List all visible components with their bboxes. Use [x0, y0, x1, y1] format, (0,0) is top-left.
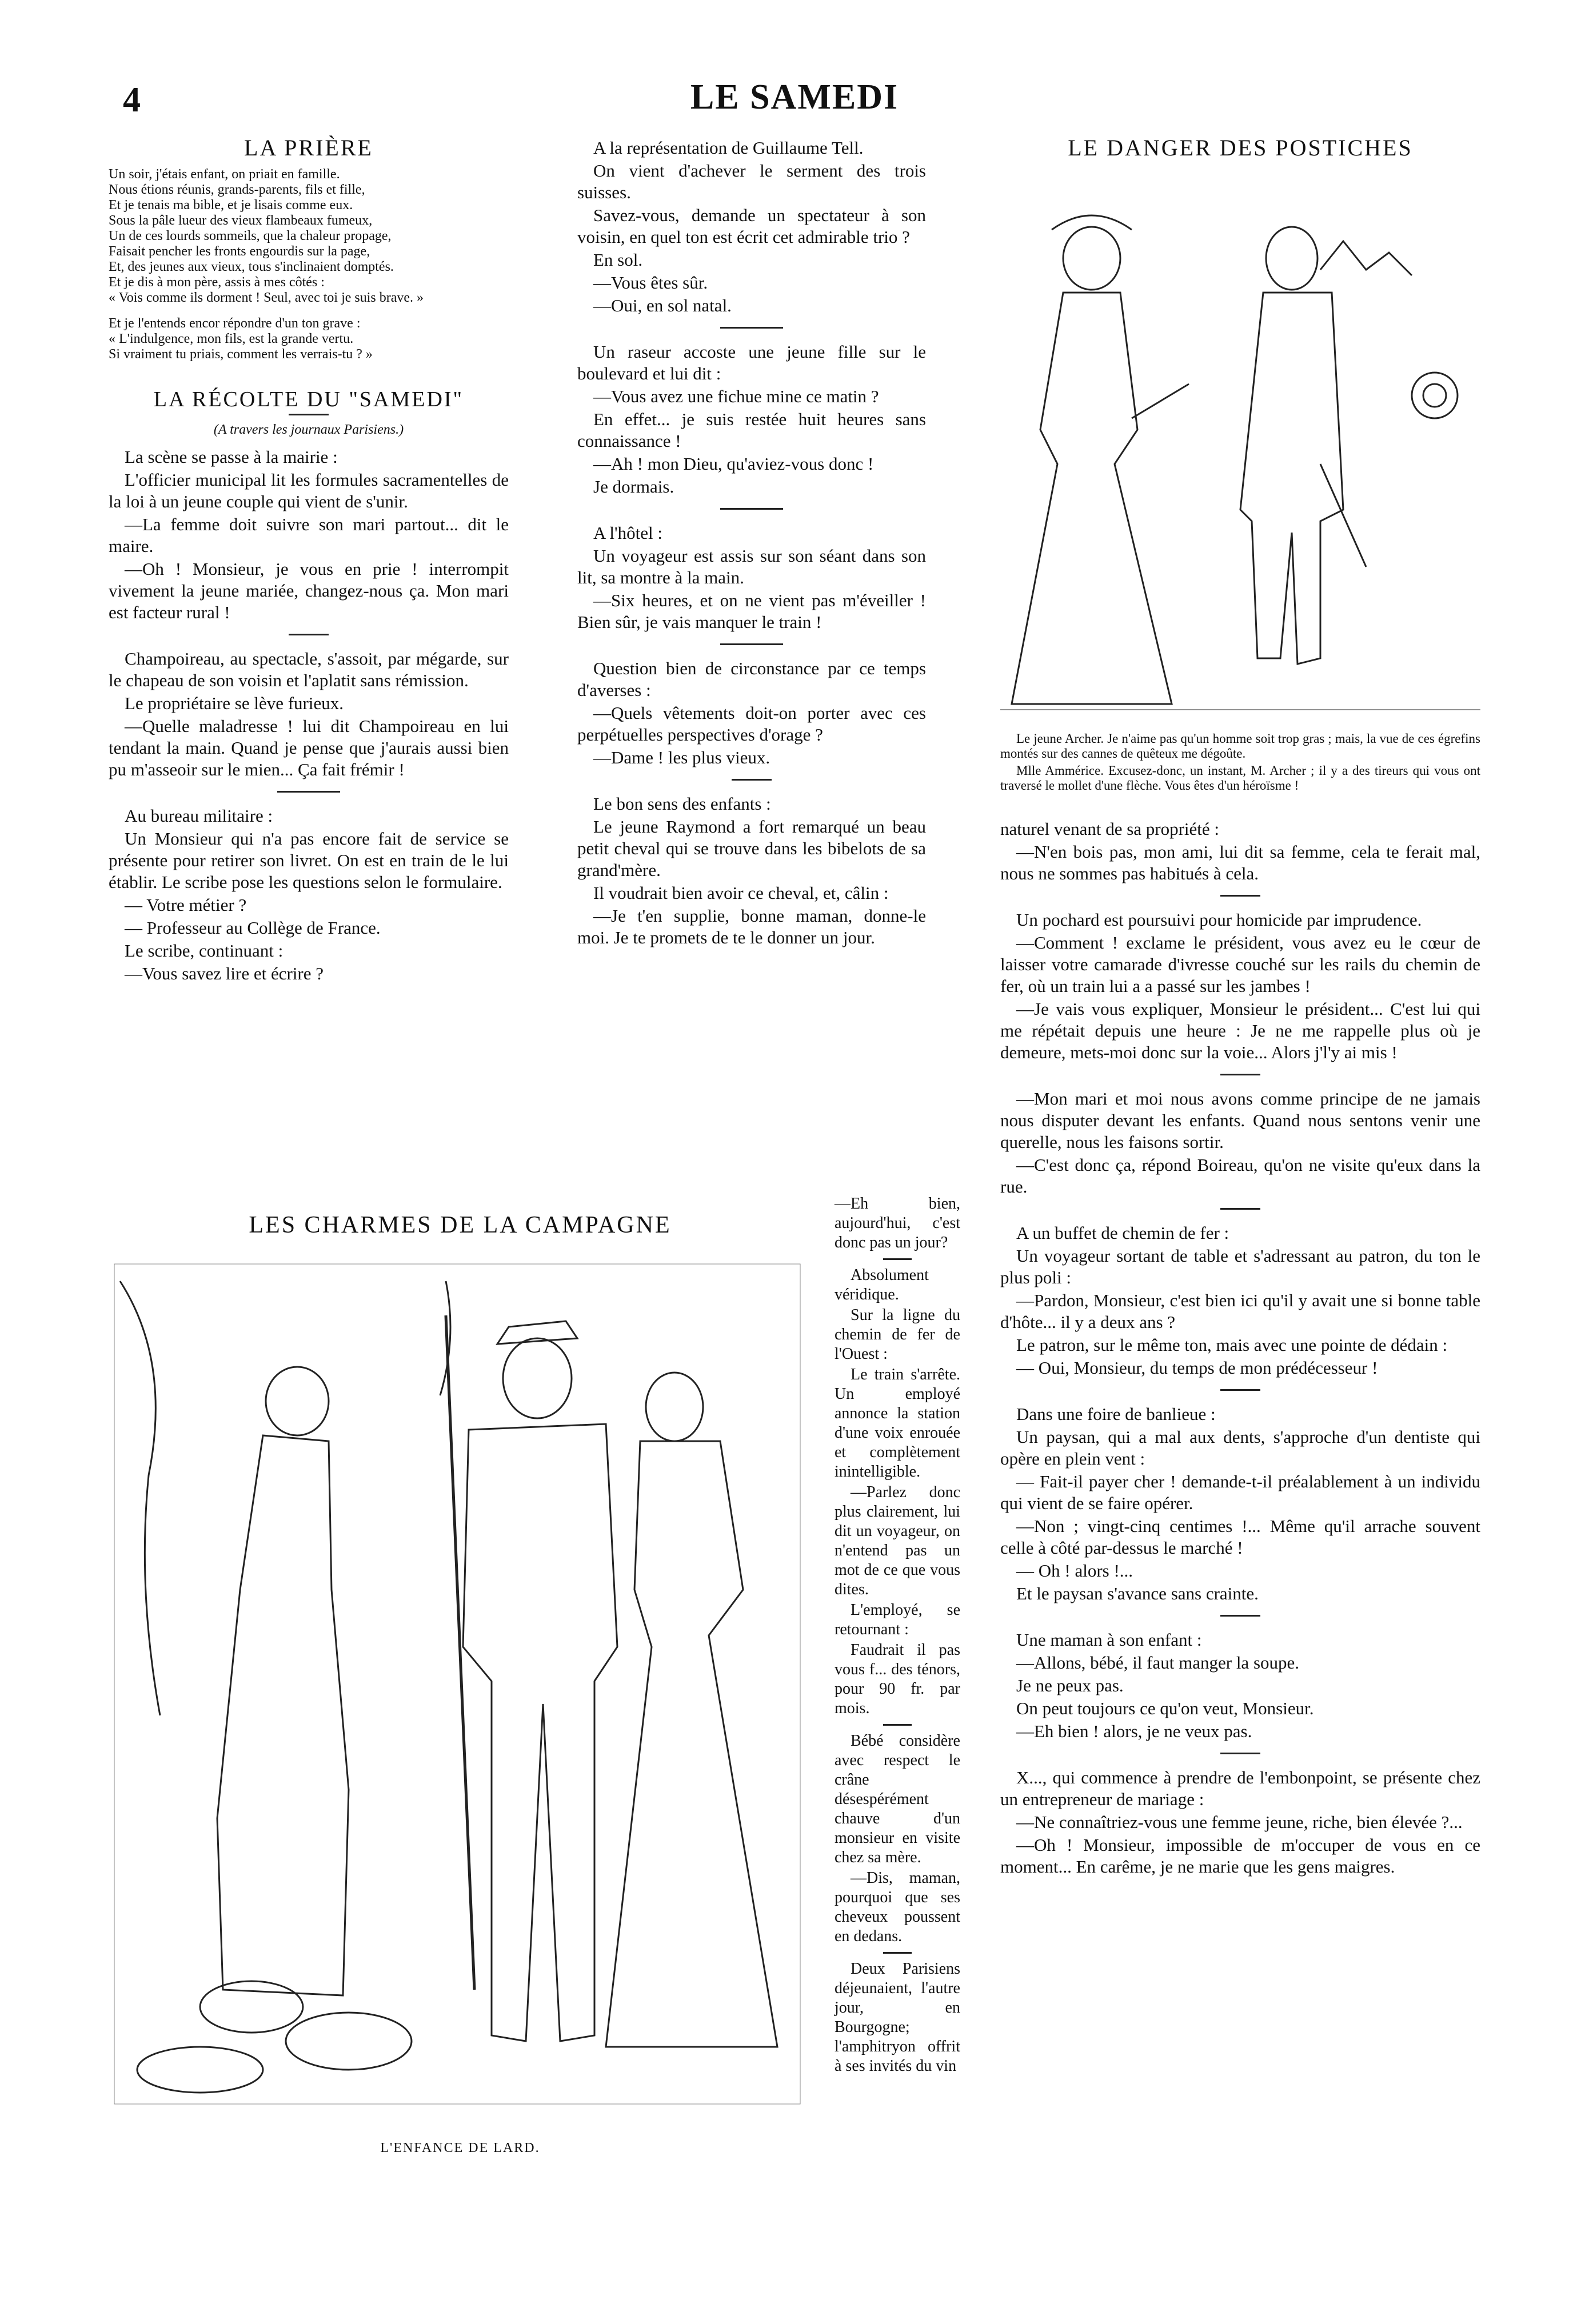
separator: [720, 327, 783, 329]
paragraph: L'officier municipal lit les formules sacramentelles de la loi à un jeune couple qui vient de s'unir.: [109, 470, 509, 511]
paragraph: L'employé, se retournant :: [835, 1601, 960, 1638]
postiches-caption: [1000, 731, 1480, 793]
poem-line: Un de ces lourds sommeils, que la chaleur propage,: [109, 229, 392, 243]
paragraph: Question bien de circonstance par ce temps d'averses :: [577, 658, 926, 700]
paragraph: —Oh ! Monsieur, je vous en prie ! interrompit vivement la jeune mariée, changez-nous ça. Mon mari est facteur rural !: [109, 559, 509, 622]
paragraph: — Oui, Monsieur, du temps de mon prédécesseur !: [1016, 1358, 1378, 1378]
illustration-campagne: [103, 1211, 817, 2171]
paragraph: On peut toujours ce qu'on veut, Monsieur.: [1016, 1698, 1314, 1718]
paragraph: —Parlez donc plus clairement, lui dit un voyageur, on n'entend pas un mot de ce que vous dites.: [835, 1483, 960, 1598]
poem-line: Et je l'entends encor répondre d'un ton grave :: [109, 316, 361, 331]
separator: [289, 634, 329, 635]
paragraph: —Non ; vingt-cinq centimes !... Même qu'il arrache souvent celle à côté par-dessus le marché !: [1000, 1516, 1480, 1558]
paragraph: A un buffet de chemin de fer :: [1016, 1223, 1229, 1243]
paragraph: Un raseur accoste une jeune fille sur le boulevard et lui dit :: [577, 342, 926, 383]
poem-priere: [109, 167, 509, 362]
paragraph: En sol.: [593, 250, 643, 270]
paragraph: Le propriétaire se lève furieux.: [125, 693, 344, 713]
paragraph: —N'en bois pas, mon ami, lui dit sa femme, cela te ferait mal, nous ne sommes pas habitués à cela.: [1000, 842, 1480, 883]
poem-line: Faisait pencher les fronts engourdis sur la page,: [109, 244, 370, 259]
recolte-subtitle: (A travers les journaux Parisiens.): [213, 422, 404, 437]
column-2: [577, 137, 926, 950]
paragraph: —Quels vêtements doit-on porter avec ces perpétuelles perspectives d'orage ?: [577, 703, 926, 745]
poem-line: Sous la pâle lueur des vieux flambeaux fumeux,: [109, 213, 373, 228]
poem-line: « L'indulgence, mon fils, est la grande vertu.: [109, 331, 354, 346]
paragraph: —Dis, maman, pourquoi que ses cheveux poussent en dedans.: [835, 1869, 960, 1945]
paragraph: Au bureau militaire :: [125, 806, 273, 826]
paragraph: Le patron, sur le même ton, mais avec une pointe de dédain :: [1016, 1335, 1448, 1355]
paragraph: On vient d'achever le serment des trois suisses.: [577, 161, 926, 202]
paragraph: —Allons, bébé, il faut manger la soupe.: [1016, 1653, 1300, 1673]
paragraph: —Je vais vous expliquer, Monsieur le président... C'est lui qui me répétait depuis une heure : Je ne me rappelle plus où je demeure, mets-moi donc sur la voie... Alors j'l'y ai mis !: [1000, 999, 1480, 1062]
priere-title: LA PRIÈRE: [244, 135, 373, 161]
paragraph: La scène se passe à la mairie :: [125, 447, 338, 467]
paragraph: — Professeur au Collège de France.: [125, 918, 381, 938]
paragraph: Savez-vous, demande un spectateur à son voisin, en quel ton est écrit cet admirable trio ?: [577, 205, 926, 247]
paragraph: —Six heures, et on ne vient pas m'éveiller ! Bien sûr, je vais manquer le train !: [577, 590, 926, 632]
paragraph: Absolument véridique.: [835, 1266, 929, 1303]
recolte-title: LA RÉCOLTE DU "SAMEDI": [153, 387, 464, 411]
paragraph: Le jeune Raymond a fort remarqué un beau petit cheval qui se trouve dans les bibelots de sa grand'mère.: [577, 817, 926, 880]
paragraph: Le train s'arrête. Un employé annonce la station d'une voix enrouée et complètement inintelligible.: [835, 1366, 960, 1481]
paragraph: —Mon mari et moi nous avons comme principe de ne jamais nous disputer devant les enfants. Quand nous sentons venir une querelle, nous les faisons sortir.: [1000, 1089, 1480, 1152]
caption-line: Le jeune Archer. Je n'aime pas qu'un homme soit trop gras ; mais, la vue de ces égrefins montés sur des cannes de quêteux me dégoûte.: [1000, 731, 1480, 761]
paragraph: —Vous savez lire et écrire ?: [125, 963, 324, 983]
paragraph: — Votre métier ?: [125, 895, 247, 915]
poem-line: Et je dis à mon père, assis à mes côtés :: [109, 275, 325, 290]
paragraph: —Comment ! exclame le président, vous avez eu le cœur de laisser votre camarade d'ivresse couché sur les rails du chemin de fer, où un train lui a a passé sur les jambes !: [1000, 933, 1480, 996]
paragraph: — Oh ! alors !...: [1016, 1561, 1133, 1581]
column-3: [1000, 137, 1480, 1879]
poem-line: Nous étions réunis, grands-parents, fils et fille,: [109, 182, 365, 197]
paragraph: —Eh bien, aujourd'hui, c'est donc pas un jour?: [835, 1195, 960, 1251]
paragraph: —Oui, en sol natal.: [593, 295, 732, 315]
paragraph: Il voudrait bien avoir ce cheval, et, câlin :: [593, 883, 889, 903]
paragraph: —Vous avez une fichue mine ce matin ?: [593, 386, 879, 406]
paragraph: —La femme doit suivre son mari partout... dit le maire.: [109, 514, 509, 556]
paragraph: —Ah ! mon Dieu, qu'aviez-vous donc !: [593, 454, 874, 474]
paragraph: —Ne connaîtriez-vous une femme jeune, riche, bien élevée ?...: [1016, 1812, 1463, 1832]
paragraph: —Pardon, Monsieur, c'est bien ici qu'il y avait une si bonne table d'hôte... il y a deux ans ?: [1000, 1290, 1480, 1332]
paragraph: —Dame ! les plus vieux.: [593, 747, 770, 767]
illustration-title: LES CHARMES DE LA CAMPAGNE: [249, 1212, 672, 1238]
separator: [1220, 1074, 1260, 1075]
poem-line: Et je tenais ma bible, et je lisais comme eux.: [109, 198, 353, 213]
paragraph: —Quelle maladresse ! lui dit Champoireau en lui tendant la main. Quand je pense que j'aurais aussi bien pu m'asseoir sur le mien... Ça fait frémir !: [109, 716, 509, 779]
poem-line: Et, des jeunes aux vieux, tous s'inclinaient domptés.: [109, 259, 394, 274]
paragraph: Dans une foire de banlieue :: [1016, 1404, 1216, 1424]
paragraph: Champoireau, au spectacle, s'assoit, par mégarde, sur le chapeau de son voisin et l'aplatit sans rémission.: [109, 649, 509, 690]
danger-title: LE DANGER DES POSTICHES: [1068, 135, 1413, 161]
paragraph: A l'hôtel :: [593, 523, 662, 543]
separator: [1220, 1389, 1260, 1391]
paragraph: Je ne peux pas.: [1016, 1675, 1124, 1695]
paragraph: Le scribe, continuant :: [125, 941, 284, 961]
paragraph: —Eh bien ! alors, je ne veux pas.: [1016, 1721, 1252, 1741]
poem-line: Un soir, j'étais enfant, on priait en famille.: [109, 167, 340, 182]
separator: [1220, 1615, 1260, 1617]
paragraph: Un voyageur est assis sur son séant dans son lit, sa montre à la main.: [577, 546, 926, 587]
poem-line: Si vraiment tu priais, comment les verrais-tu ? »: [109, 347, 373, 362]
paragraph: Je dormais.: [593, 477, 674, 497]
paragraph: —Je t'en supplie, bonne maman, donne-le moi. Je te promets de te le donner un jour.: [577, 906, 926, 947]
paragraph: Un paysan, qui a mal aux dents, s'approche d'un dentiste qui opère en plein vent :: [1000, 1427, 1480, 1469]
paragraph: Et le paysan s'avance sans crainte.: [1016, 1583, 1259, 1603]
separator: [277, 791, 340, 793]
paragraph: Un pochard est poursuivi pour homicide par imprudence.: [1016, 910, 1422, 930]
poem-line: « Vois comme ils dorment ! Seul, avec toi je suis brave. »: [109, 290, 424, 305]
paragraph: X..., qui commence à prendre de l'embonpoint, se présente chez un entrepreneur de mariage :: [1000, 1767, 1480, 1809]
column-1: [109, 137, 509, 986]
campagne-drawing: [103, 1247, 817, 2138]
paragraph: naturel venant de sa propriété :: [1000, 819, 1220, 839]
illustration-caption: L'ENFANCE DE LARD.: [380, 2141, 540, 2155]
caption-line: Mlle Ammérice. Excusez-donc, un instant, M. Archer ; il y a des tireurs qui vous ont traversé le mollet d'une flèche. Vous êtes d'un héroïsme !: [1000, 763, 1480, 793]
paragraph: Deux Parisiens déjeunaient, l'autre jour, en Bourgogne; l'amphitryon offrit à ses invités du vin: [835, 1960, 960, 2075]
paragraph: Un Monsieur qui n'a pas encore fait de service se présente pour retirer son livret. On est en train de le lui établir. Le scribe pose les questions selon le formulaire.: [109, 829, 509, 892]
postiches-illustration: [1000, 167, 1480, 727]
paragraph: A la représentation de Guillaume Tell.: [593, 138, 864, 158]
narrow-column: [835, 1194, 960, 2077]
separator: [720, 643, 783, 645]
paragraph: Une maman à son enfant :: [1016, 1630, 1202, 1650]
separator: [732, 779, 772, 781]
separator: [720, 508, 783, 510]
newspaper-title: LE SAMEDI: [690, 78, 899, 117]
paragraph: —Vous êtes sûr.: [593, 273, 708, 293]
paragraph: — Fait-il payer cher ! demande-t-il préalablement à un individu qui vient de se faire opérer.: [1000, 1471, 1480, 1513]
paragraph: Bébé considère avec respect le crâne désespérément chauve d'un monsieur en visite chez sa mère.: [835, 1732, 960, 1866]
paragraph: Sur la ligne du chemin de fer de l'Ouest :: [835, 1306, 960, 1363]
separator: [1220, 895, 1260, 897]
paragraph: —C'est donc ça, répond Boireau, qu'on ne visite qu'eux dans la rue.: [1000, 1155, 1480, 1197]
paragraph: Le bon sens des enfants :: [593, 794, 771, 814]
page-number: 4: [123, 81, 141, 119]
separator: [1220, 1753, 1260, 1754]
paragraph: En effet... je suis restée huit heures sans connaissance !: [577, 409, 926, 451]
paragraph: —Oh ! Monsieur, impossible de m'occuper de vous en ce moment... En carême, je ne marie que les gens maigres.: [1000, 1835, 1480, 1877]
paragraph: Un voyageur sortant de table et s'adressant au patron, du ton le plus poli :: [1000, 1246, 1480, 1287]
separator: [1220, 1208, 1260, 1210]
paragraph: Faudrait il pas vous f... des ténors, pour 90 fr. par mois.: [835, 1641, 960, 1717]
